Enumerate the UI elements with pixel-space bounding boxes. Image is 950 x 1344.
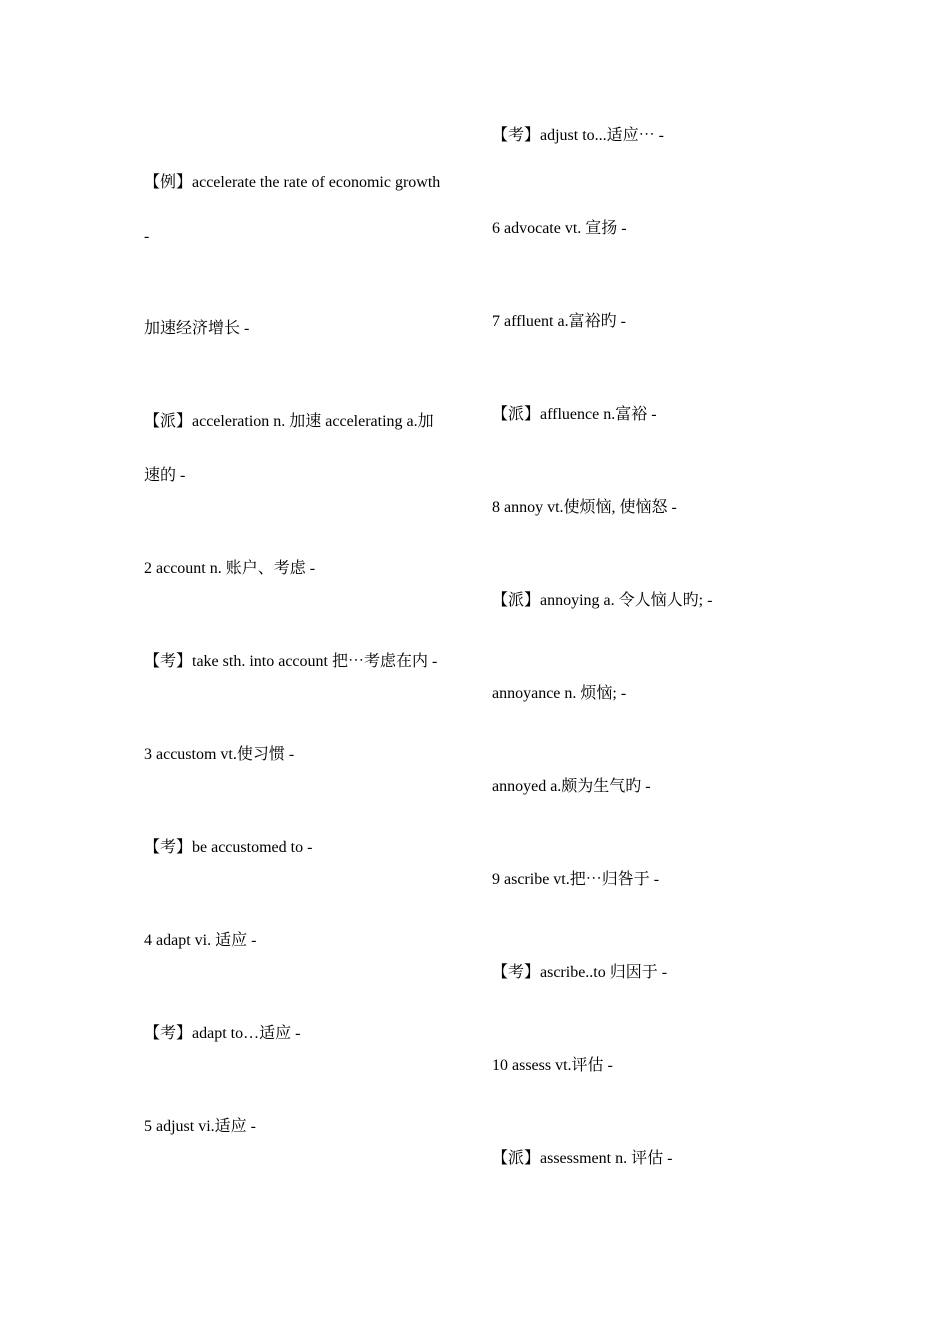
exam-note-accustomed: 【考】be accustomed to - [144, 839, 313, 856]
vocab-entry-affluent: 7 affluent a.富裕旳 - [492, 313, 626, 330]
exam-note-account: 【考】take sth. into account 把⋯考虑在内 - [144, 653, 438, 670]
vocab-entry-annoy: 8 annoy vt.使烦恼, 使恼怒 - [492, 499, 677, 516]
vocab-entry-account: 2 account n. 账户、考虑 - [144, 560, 316, 577]
derivative-annoying: 【派】annoying a. 令人恼人旳; - [492, 592, 713, 609]
derivative-continuation-line: 速的 - [144, 467, 186, 484]
vocab-entry-adjust: 5 adjust vi.适应 - [144, 1118, 256, 1135]
vocab-entry-adapt: 4 adapt vi. 适应 - [144, 932, 257, 949]
derivative-assessment: 【派】assessment n. 评估 - [492, 1150, 673, 1167]
dash-line: - [144, 228, 150, 245]
derivative-annoyed: annoyed a.颇为生气旳 - [492, 778, 651, 795]
vocab-entry-ascribe: 9 ascribe vt.把⋯归咎于 - [492, 871, 660, 888]
exam-note-adapt: 【考】adapt to…适应 - [144, 1025, 301, 1042]
derivative-line: 【派】acceleration n. 加速 accelerating a.加 [144, 413, 434, 430]
exam-note-ascribe: 【考】ascribe..to 归因于 - [492, 964, 668, 981]
example-line: 【例】accelerate the rate of economic growth [144, 174, 441, 191]
vocab-entry-advocate: 6 advocate vt. 宣扬 - [492, 220, 627, 237]
vocab-entry-assess: 10 assess vt.评估 - [492, 1057, 613, 1074]
exam-note-adjust: 【考】adjust to...适应⋯ - [492, 127, 664, 144]
derivative-affluence: 【派】affluence n.富裕 - [492, 406, 657, 423]
vocab-entry-accustom: 3 accustom vt.使习惯 - [144, 746, 295, 763]
derivative-annoyance: annoyance n. 烦恼; - [492, 685, 627, 702]
translation-line: 加速经济增长 - [144, 320, 250, 337]
